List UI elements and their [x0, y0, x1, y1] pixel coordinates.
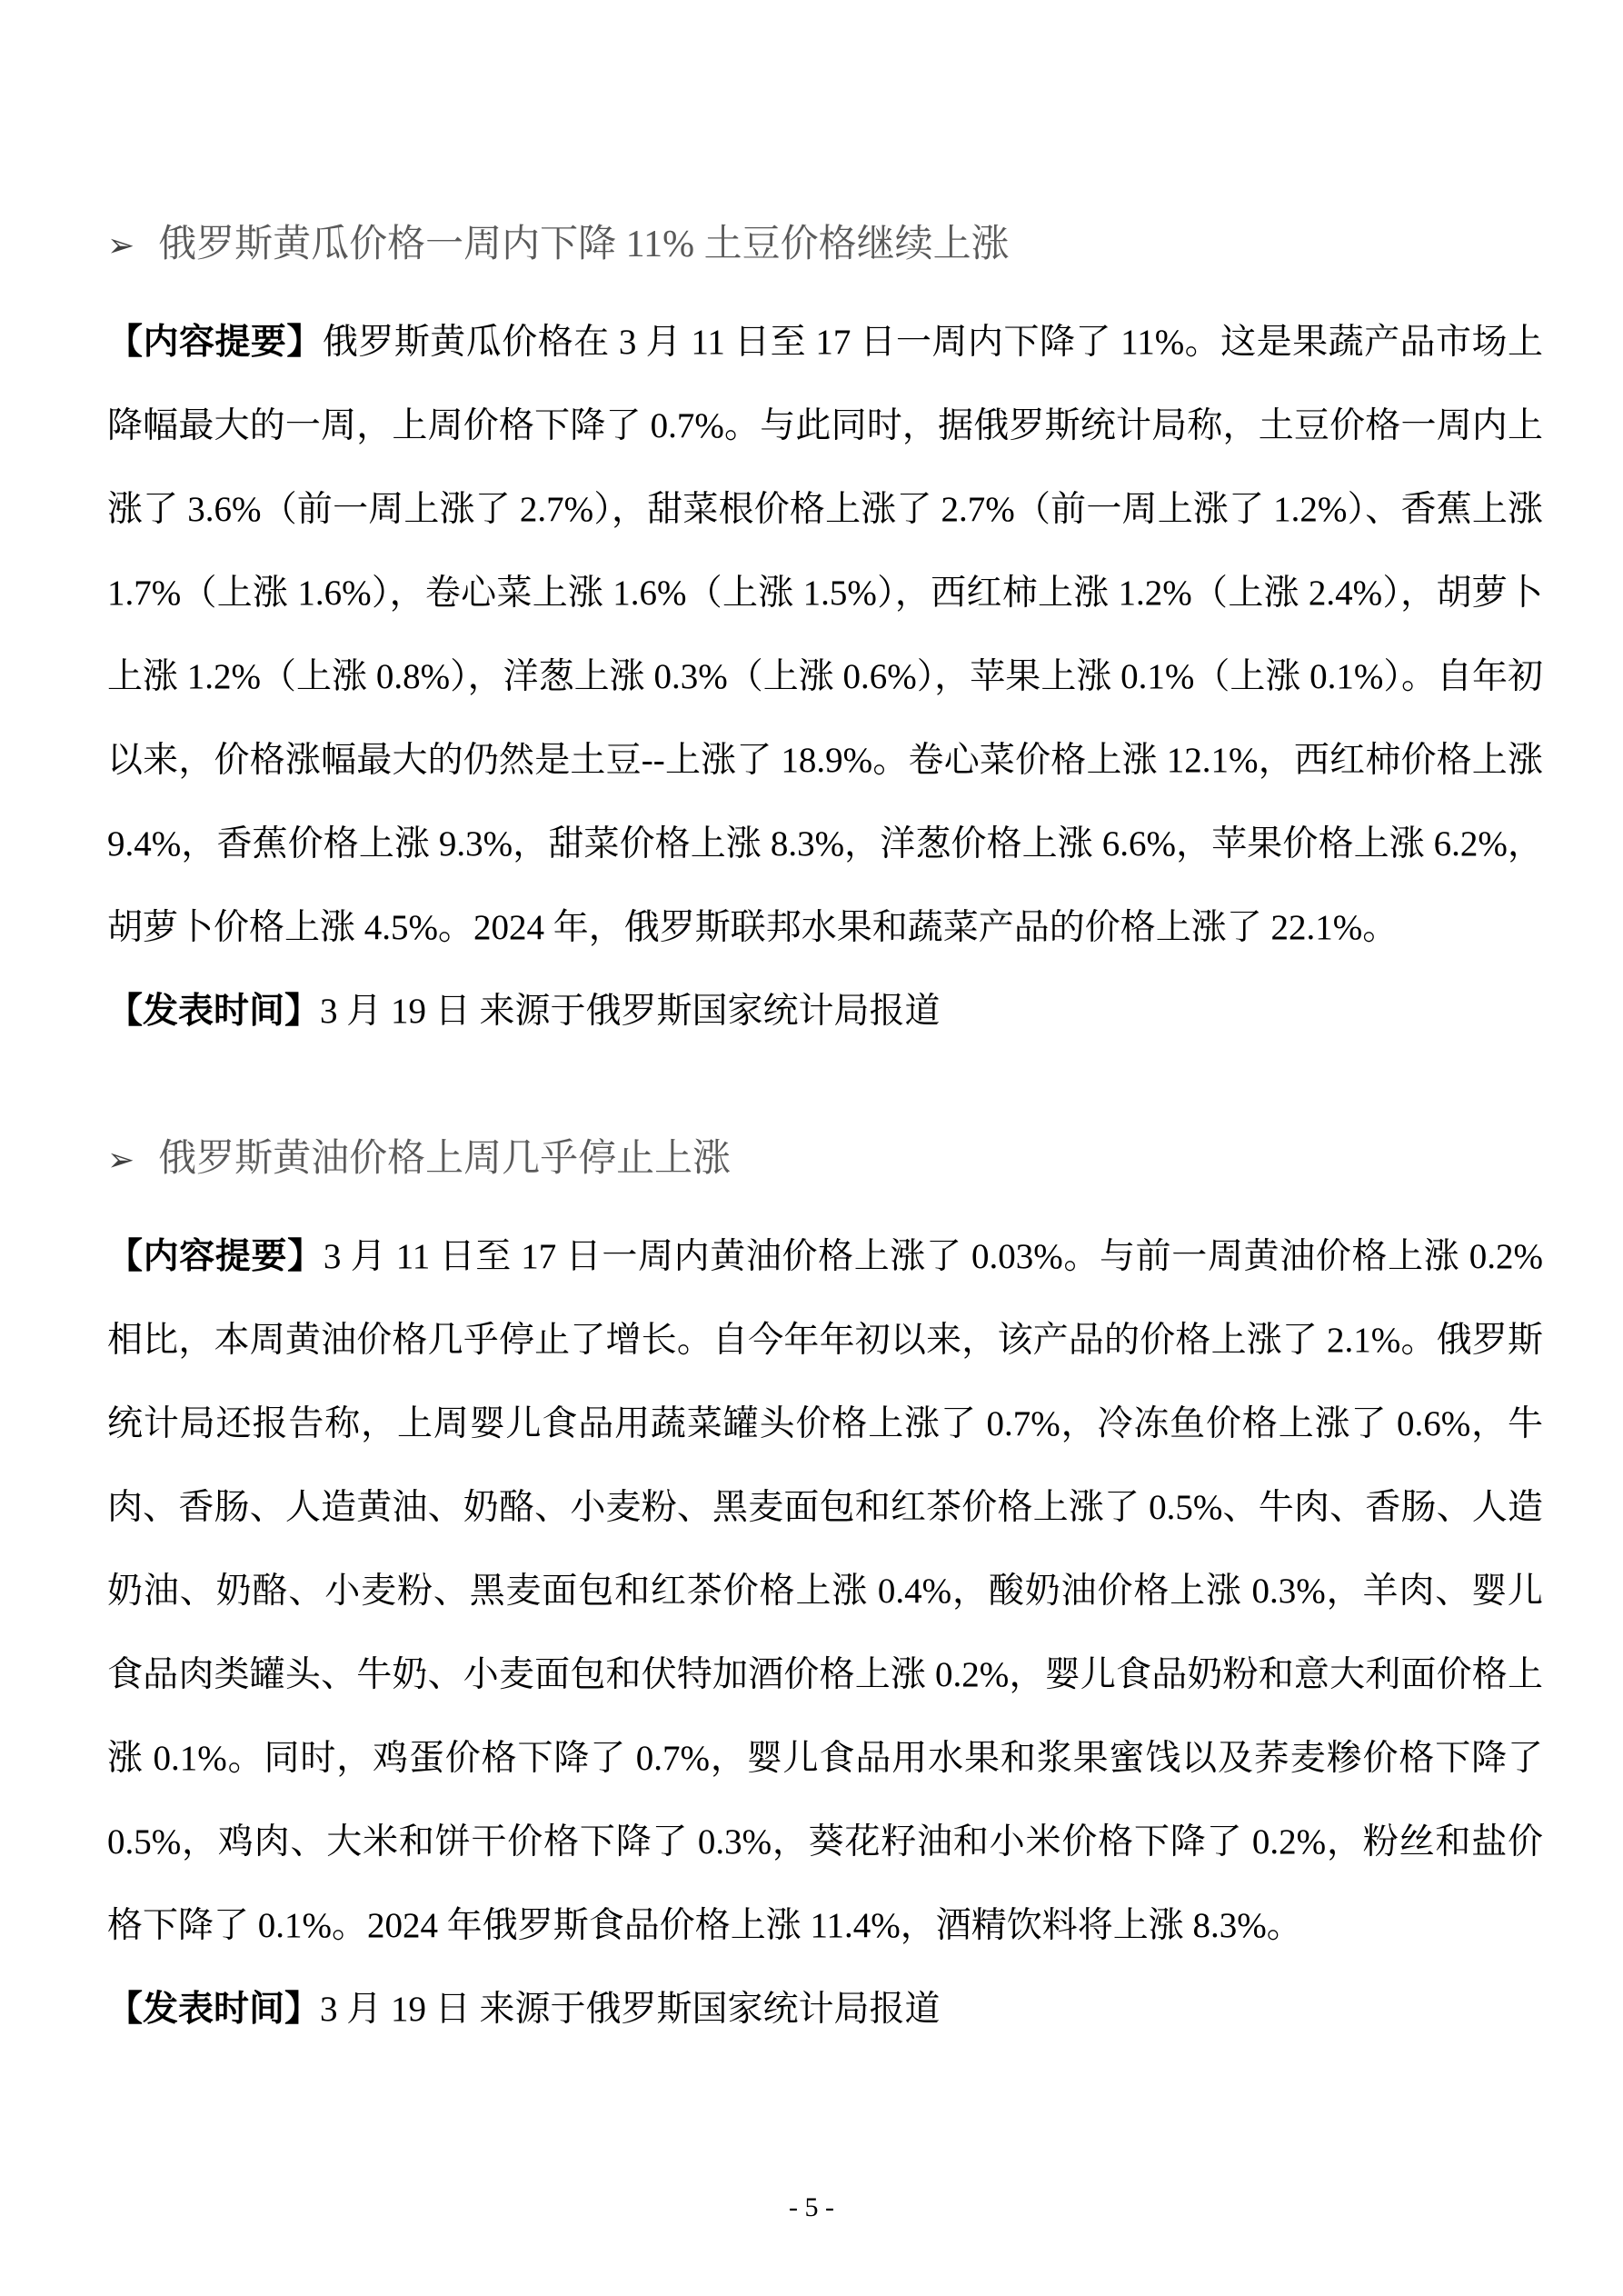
section-2-summary-paragraph	[107, 1215, 1543, 1968]
publish-label: 【发表时间】	[107, 992, 321, 1031]
section-1-publish-line	[107, 970, 1543, 1053]
section-2-heading	[107, 1140, 1543, 1179]
page-number: - 5 -	[789, 2192, 834, 2222]
arrow-bullet-icon: ➢	[107, 227, 135, 264]
publish-text: 3 月 19 日 来源于俄罗斯国家统计局报道	[320, 992, 941, 1031]
summary-text: 俄罗斯黄瓜价格在 3 月 11 日至 17 日一周内下降了 11%。这是果蔬产品市场上降幅最大的一周，上周价格下降了 0.7%。与此同时，据俄罗斯统计局称，土豆价格一周内上涨了 3.6%（前一周上涨了 2.7%），甜菜根价格上涨了 2.7%（前一周上涨了 1.2%）、香蕉上涨 1.7%（上涨 1.6%），卷心菜上涨 1.6%（上涨 1.5%），西红柿上涨 1.2%（上涨 2.4%），胡萝卜上涨 1.2%（上涨 0.8%），洋葱上涨 0.3%（上涨 0.6%），苹果上涨 0.1%（上涨 0.1%）。自年初以来，价格涨幅最大的仍然是土豆--上涨了 18.9%。卷心菜价格上涨 12.1%，西红柿价格上涨 9.4%，香蕉价格上涨 9.3%，甜菜价格上涨 8.3%，洋葱价格上涨 6.6%，苹果价格上涨 6.2%，胡萝卜价格上涨 4.5%。2024 年，俄罗斯联邦水果和蔬菜产品的价格上涨了 22.1%。	[107, 323, 1543, 947]
publish-text: 3 月 19 日 来源于俄罗斯国家统计局报道	[320, 1990, 941, 2029]
news-section-cucumber-potato	[107, 225, 1543, 1053]
summary-text: 3 月 11 日至 17 日一周内黄油价格上涨了 0.03%。与前一周黄油价格上涨 0.2%相比，本周黄油价格几乎停止了增长。自今年年初以来，该产品的价格上涨了 2.1%。俄罗斯统计局还报告称，上周婴儿食品用蔬菜罐头价格上涨了 0.7%，冷冻鱼价格上涨了 0.6%，牛肉、香肠、人造黄油、奶酪、小麦粉、黑麦面包和红茶价格上涨了 0.5%、牛肉、香肠、人造奶油、奶酪、小麦粉、黑麦面包和红茶价格上涨 0.4%，酸奶油价格上涨 0.3%，羊肉、婴儿食品肉类罐头、牛奶、小麦面包和伏特加酒价格上涨 0.2%，婴儿食品奶粉和意大利面价格上涨 0.1%。同时，鸡蛋价格下降了 0.7%，婴儿食品用水果和浆果蜜饯以及荞麦糁价格下降了 0.5%，鸡肉、大米和饼干价格下降了 0.3%，葵花籽油和小米价格下降了 0.2%，粉丝和盐价格下降了 0.1%。2024 年俄罗斯食品价格上涨 11.4%，酒精饮料将上涨 8.3%。	[107, 1237, 1543, 1945]
section-2-title: 俄罗斯黄油价格上周几乎停止上涨	[158, 1138, 732, 1180]
section-2-publish-line	[107, 1968, 1543, 2051]
summary-label: 【内容提要】	[107, 1237, 324, 1276]
summary-label: 【内容提要】	[107, 323, 323, 362]
publish-label: 【发表时间】	[107, 1990, 321, 2029]
arrow-bullet-icon: ➢	[107, 1142, 135, 1178]
section-1-heading	[107, 225, 1543, 265]
section-1-summary-paragraph	[107, 301, 1543, 970]
section-1-title: 俄罗斯黄瓜价格一周内下降 11% 土豆价格继续上涨	[158, 224, 1010, 265]
news-section-butter	[107, 1140, 1543, 2051]
